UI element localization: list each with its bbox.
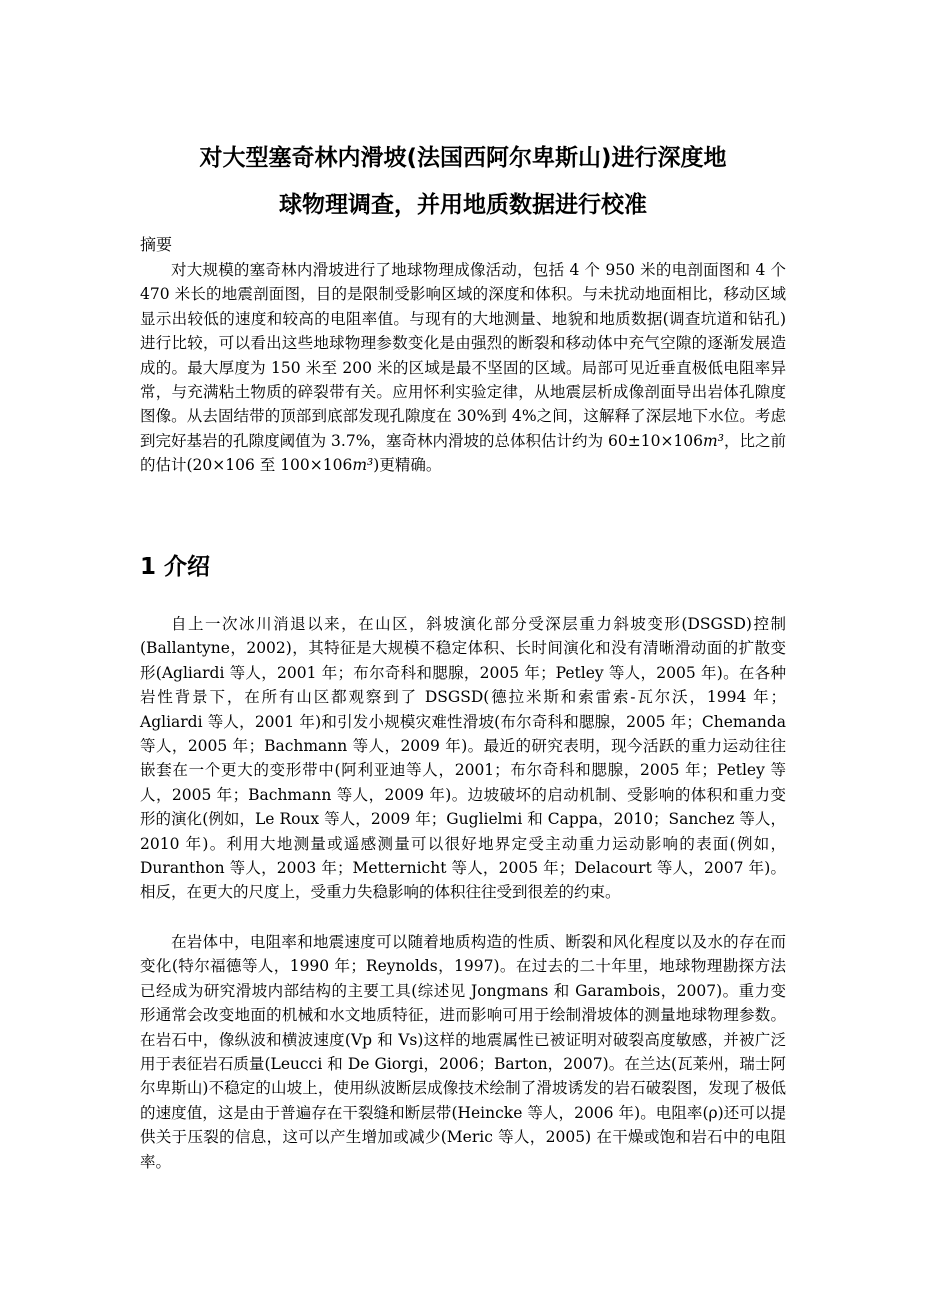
paper-title-line-2: 球物理调查，并用地质数据进行校准 xyxy=(279,192,647,218)
unit-cubic-meter: m³ xyxy=(703,431,724,450)
introduction-paragraph-2: 在岩体中，电阻率和地震速度可以随着地质构造的性质、断裂和风化程度以及水的存在而变化(特尔福德等人，1990 年；Reynolds，1997)。在过去的二十年里，地球物理勘探方法已经成为研究滑坡内部结构的主要工具(综述见 Jongmans 和 Garambois，2007)。重力变形通常会改变地面的机械和水文地质特征，进而影响可用于绘制滑坡体的测量地球物理参数。在岩石中，像纵波和横波速度(Vp 和 Vs)这样的地震属性已被证明对破裂高度敏感，并被广泛用于表征岩石质量(Leucci 和 De Giorgi，2006；Barton，2007)。在兰达(瓦莱州，瑞士阿尔卑斯山)不稳定的山坡上，使用纵波断层成像技术绘制了滑坡诱发的岩石破裂图，发现了极低的速度值，这是由于普遍存在干裂缝和断层带(Heincke 等人，2006 年)。电阻率(ρ)还可以提供关于压裂的信息，这可以产生增加或减少(Meric 等人，2005) 在干燥或饱和岩石中的电阻率。 xyxy=(140,933,786,1171)
paper-title-line-1: 对大型塞奇林内滑坡(法国西阿尔卑斯山)进行深度地 xyxy=(199,145,727,171)
abstract-text-c: )更精确。 xyxy=(373,456,442,475)
abstract-label: 摘要 xyxy=(140,235,173,254)
section-heading-introduction: 1 介绍 xyxy=(140,554,211,580)
unit-cubic-meter: m³ xyxy=(352,456,374,475)
abstract-text-b: ，比之前的估计(20×106 至 100×106 xyxy=(140,431,786,475)
introduction-paragraph-1: 自上一次冰川消退以来，在山区，斜坡演化部分受深层重力斜坡变形(DSGSD)控制(Ballantyne，2002)，其特征是大规模不稳定体积、长时间演化和没有清晰滑动面的扩散变形(Agliardi 等人，2001 年；布尔奇科和腮腺，2005 年；Petley 等人，2005 年)。在各种岩性背景下，在所有山区都观察到了 DSGSD(德拉米斯和索雷索-瓦尔沃，1994 年；Agliardi 等人，2001 年)和引发小规模灾难性滑坡(布尔奇科和腮腺，2005 年；Chemanda 等人，2005 年；Bachmann 等人，2009 年)。最近的研究表明，现今活跃的重力运动往往嵌套在一个更大的变形带中(阿利亚迪等人，2001；布尔奇科和腮腺，2005 年；Petley 等人，2005 年；Bachmann 等人，2009 年)。边坡破坏的启动机制、受影响的体积和重力变形的演化(例如，Le Roux 等人，2009 年；Guglielmi 和 Cappa，2010；Sanchez 等人，2010 年)。利用大地测量或遥感测量可以很好地界定受主动重力运动影响的表面(例如，Duranthon 等人，2003 年；Metternicht 等人，2005 年；Delacourt 等人，2007 年)。相反，在更大的尺度上，受重力失稳影响的体积往往受到很差的约束。 xyxy=(140,615,786,902)
abstract-paragraph xyxy=(140,258,786,478)
abstract-text-a: 对大规模的塞奇林内滑坡进行了地球物理成像活动，包括 4 个 950 米的电剖面图和 4 个 470 米长的地震剖面图，目的是限制受影响区域的深度和体积。与未扰动地面相比，移动区域显示出较低的速度和较高的电阻率值。与现有的大地测量、地貌和地质数据(调查坑道和钻孔)进行比较，可以看出这些地球物理参数变化是由强烈的断裂和移动体中充气空隙的逐渐发展造成的。最大厚度为 150 米至 200 米的区域是最不坚固的区域。局部可见近垂直极低电阻率异常，与充满粘土物质的碎裂带有关。应用怀利实验定律，从地震层析成像剖面导出岩体孔隙度图像。从去固结带的顶部到底部发现孔隙度在 30%到 4%之间，这解释了深层地下水位。考虑到完好基岩的孔隙度阈值为 3.7%，塞奇林内滑坡的总体积估计约为 60±10×106 xyxy=(140,261,786,450)
